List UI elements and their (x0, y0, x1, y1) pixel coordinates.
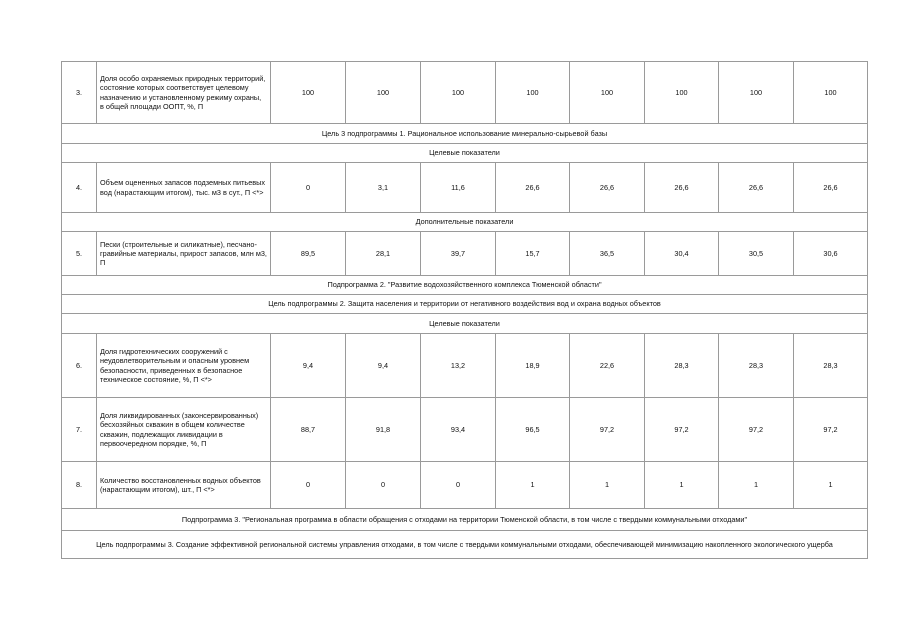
indicator-name: Количество восстановленных водных объектов (нарастающим итогом), шт., П <*> (97, 462, 271, 509)
indicator-name: Объем оцененных запасов подземных питьевых вод (нарастающим итогом), тыс. м3 в сут., П <*> (97, 163, 271, 213)
indicator-value: 88,7 (271, 398, 346, 462)
indicator-value: 97,2 (719, 398, 794, 462)
indicator-value: 1 (794, 462, 868, 509)
indicator-value: 28,3 (794, 334, 868, 398)
indicator-value: 100 (346, 62, 421, 124)
indicator-value: 13,2 (421, 334, 496, 398)
section-title: Целевые показатели (62, 314, 868, 334)
table-row (62, 398, 868, 462)
section-row (62, 509, 868, 531)
section-row (62, 295, 868, 314)
indicator-value: 100 (719, 62, 794, 124)
indicator-value: 100 (645, 62, 719, 124)
indicator-value: 28,3 (719, 334, 794, 398)
indicator-value: 28,3 (645, 334, 719, 398)
indicator-value: 96,5 (496, 398, 570, 462)
section-row (62, 314, 868, 334)
section-row (62, 213, 868, 232)
section-title: Подпрограмма 2. "Развитие водохозяйственного комплекса Тюменской области" (62, 276, 868, 295)
indicator-value: 26,6 (570, 163, 645, 213)
indicator-value: 93,4 (421, 398, 496, 462)
table-row (62, 232, 868, 276)
indicator-value: 26,6 (719, 163, 794, 213)
indicator-value: 0 (271, 462, 346, 509)
indicator-value: 15,7 (496, 232, 570, 276)
indicator-name: Доля особо охраняемых природных территорий, состояние которых соответствует целевому назначению и установленному режиму охраны, в общей площади ООПТ, %, П (97, 62, 271, 124)
indicator-name: Доля гидротехнических сооружений с неудовлетворительным и опасным уровнем безопасности, приведенных в безопасное техническое состояние, %, П <*> (97, 334, 271, 398)
section-title: Цель подпрограммы 2. Защита населения и территории от негативного воздействия вод и охрана водных объектов (62, 295, 868, 314)
section-title: Цель 3 подпрограммы 1. Рациональное использование минерально-сырьевой базы (62, 124, 868, 144)
row-number: 8. (62, 462, 97, 509)
table-body (62, 62, 868, 559)
indicator-value: 89,5 (271, 232, 346, 276)
section-title: Целевые показатели (62, 144, 868, 163)
indicator-value: 100 (421, 62, 496, 124)
indicator-value: 9,4 (346, 334, 421, 398)
indicators-table (61, 61, 868, 559)
section-title: Дополнительные показатели (62, 213, 868, 232)
row-number: 6. (62, 334, 97, 398)
indicator-value: 30,4 (645, 232, 719, 276)
indicator-value: 30,5 (719, 232, 794, 276)
indicator-value: 1 (719, 462, 794, 509)
section-row (62, 144, 868, 163)
indicator-value: 1 (570, 462, 645, 509)
indicator-value: 30,6 (794, 232, 868, 276)
section-title: Подпрограмма 3. "Региональная программа в области обращения с отходами на территории Тюменской области, в том числе с твердыми коммунальными отходами" (62, 509, 868, 531)
section-row (62, 531, 868, 559)
table-row (62, 163, 868, 213)
table-row (62, 334, 868, 398)
indicator-value: 100 (271, 62, 346, 124)
indicator-value: 28,1 (346, 232, 421, 276)
indicator-name: Доля ликвидированных (законсервированных) бесхозяйных скважин в общем количестве скважин, подлежащих ликвидации в первоочередном порядке, %, П (97, 398, 271, 462)
indicator-value: 26,6 (645, 163, 719, 213)
indicator-value: 91,8 (346, 398, 421, 462)
indicator-value: 0 (271, 163, 346, 213)
indicator-value: 97,2 (645, 398, 719, 462)
table-row (62, 62, 868, 124)
indicator-value: 39,7 (421, 232, 496, 276)
indicator-value: 0 (421, 462, 496, 509)
table-row (62, 462, 868, 509)
indicator-value: 100 (794, 62, 868, 124)
indicator-value: 1 (645, 462, 719, 509)
indicator-value: 0 (346, 462, 421, 509)
indicator-value: 26,6 (794, 163, 868, 213)
indicator-value: 22,6 (570, 334, 645, 398)
row-number: 3. (62, 62, 97, 124)
indicator-value: 97,2 (794, 398, 868, 462)
indicator-value: 11,6 (421, 163, 496, 213)
row-number: 4. (62, 163, 97, 213)
indicator-value: 26,6 (496, 163, 570, 213)
indicator-name: Пески (строительные и силикатные), песчано-гравийные материалы, прирост запасов, млн м3, П (97, 232, 271, 276)
indicator-value: 36,5 (570, 232, 645, 276)
indicator-value: 100 (570, 62, 645, 124)
row-number: 5. (62, 232, 97, 276)
indicator-value: 18,9 (496, 334, 570, 398)
section-title: Цель подпрограммы 3. Создание эффективной региональной системы управления отходами, в том числе с твердыми коммунальными отходами, обеспечивающей минимизацию накопленного экологического ущерба (62, 531, 868, 559)
section-row (62, 276, 868, 295)
indicator-value: 1 (496, 462, 570, 509)
indicator-value: 9,4 (271, 334, 346, 398)
indicator-value: 97,2 (570, 398, 645, 462)
indicator-value: 100 (496, 62, 570, 124)
indicator-value: 3,1 (346, 163, 421, 213)
row-number: 7. (62, 398, 97, 462)
section-row (62, 124, 868, 144)
